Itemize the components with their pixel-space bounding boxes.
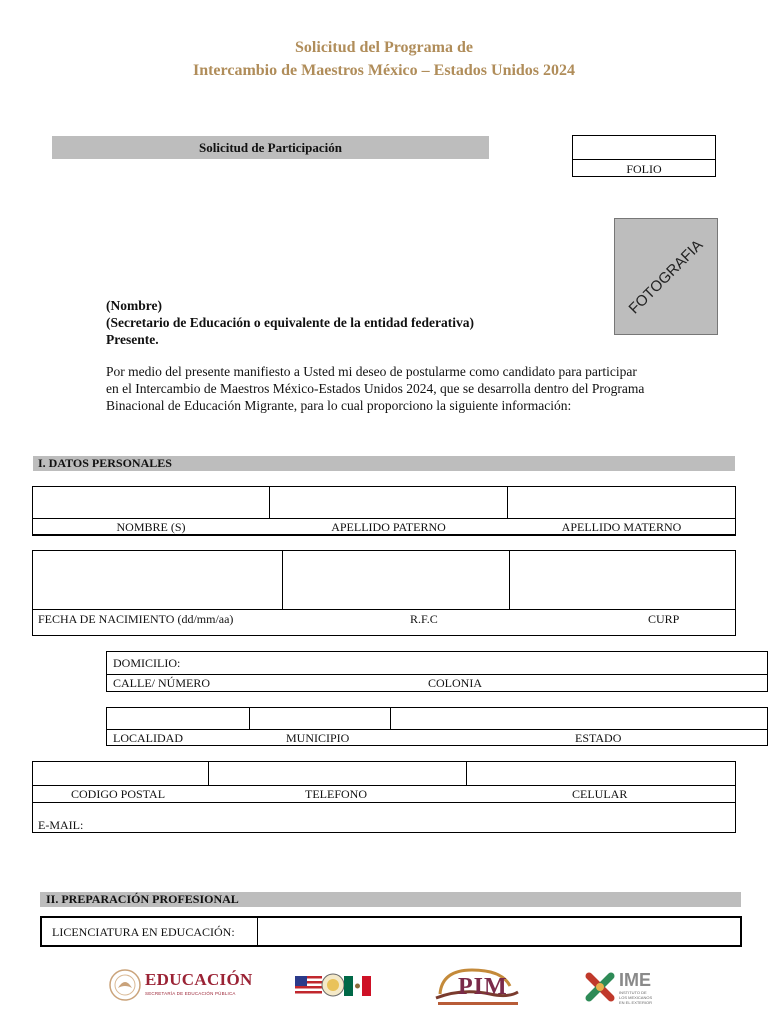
ime-logo-text: IME	[619, 970, 652, 990]
curp-label: CURP	[648, 612, 680, 626]
binational-flags-logo	[295, 968, 371, 1002]
title-line-2: Intercambio de Maestros México – Estados Unidos 2024	[192, 62, 576, 79]
intro-line-1: Por medio del presente manifiesto a Usted mi deseo de postularme como candidato para participar	[106, 364, 637, 379]
photo-box[interactable]	[614, 218, 718, 335]
nombre-label: NOMBRE (S)	[116, 520, 186, 534]
localidad-field[interactable]	[106, 707, 250, 730]
calle-numero-label: CALLE/ NÚMERO	[113, 676, 210, 690]
nombre-field[interactable]	[32, 486, 270, 519]
educacion-logo-text: EDUCACIÓN	[145, 970, 253, 989]
folio-label: FOLIO	[626, 162, 662, 176]
participation-bar	[52, 136, 489, 159]
ime-logo	[585, 970, 675, 1006]
ime-subtitle-line-1: INSTITUTO DE	[619, 990, 647, 995]
licenciatura-label: LICENCIATURA EN EDUCACIÓN:	[52, 925, 235, 939]
section1-heading-bar	[33, 456, 735, 471]
fecha-nacimiento-field[interactable]	[32, 550, 283, 610]
rfc-field[interactable]	[282, 550, 510, 610]
colonia-label: COLONIA	[428, 676, 482, 690]
addressee-position: (Secretario de Educación o equivalente de la entidad federativa)	[106, 315, 474, 330]
estado-field[interactable]	[390, 707, 768, 730]
apellido-materno-label: APELLIDO MATERNO	[561, 520, 682, 534]
rfc-label: R.F.C	[410, 612, 438, 626]
apellido-paterno-field[interactable]	[269, 486, 508, 519]
pim-logo-text: PIM	[458, 974, 508, 1000]
localidad-label: LOCALIDAD	[113, 731, 183, 745]
section1-heading: I. DATOS PERSONALES	[38, 456, 172, 470]
domicilio-field[interactable]	[106, 651, 768, 675]
ime-logo-subtitle	[619, 990, 652, 1005]
celular-label: CELULAR	[572, 787, 628, 801]
licenciatura-divider	[257, 917, 258, 946]
title-line-1: Solicitud del Programa de	[295, 39, 473, 56]
educacion-logo	[108, 968, 258, 1002]
section2-heading-bar	[40, 892, 741, 907]
educacion-logo-subtitle: SECRETARÍA DE EDUCACIÓN PÚBLICA	[145, 991, 236, 996]
participation-title: Solicitud de Participación	[199, 140, 342, 155]
licenciatura-field[interactable]	[259, 918, 740, 945]
curp-field[interactable]	[509, 550, 736, 610]
apellido-materno-field[interactable]	[507, 486, 736, 519]
ime-subtitle-line-2: LOS MEXICANOS	[619, 995, 653, 1000]
codigo-postal-field[interactable]	[32, 761, 209, 786]
ime-emblem-icon	[585, 972, 615, 1002]
municipio-field[interactable]	[249, 707, 391, 730]
intro-line-2: en el Intercambio de Maestros México-Estados Unidos 2024, que se desarrolla dentro del Programa	[106, 381, 645, 396]
folio-label-cell	[572, 159, 716, 177]
codigo-postal-label: CODIGO POSTAL	[71, 787, 166, 801]
fecha-nacimiento-label: FECHA DE NACIMIENTO (dd/mm/aa)	[38, 612, 234, 626]
telefono-label: TELEFONO	[305, 787, 367, 801]
location-label-row	[106, 729, 768, 746]
folio-field[interactable]	[572, 135, 716, 160]
ime-subtitle-line-3: EN EL EXTERIOR	[619, 1000, 652, 1005]
celular-field[interactable]	[466, 761, 736, 786]
apellido-paterno-label: APELLIDO PATERNO	[331, 520, 446, 534]
section2-heading: II. PREPARACIÓN PROFESIONAL	[46, 892, 239, 906]
email-label: E-MAIL:	[38, 818, 84, 832]
estado-label: ESTADO	[575, 731, 622, 745]
domicilio-label: DOMICILIO:	[113, 656, 181, 670]
photo-label: FOTOGRAFIA	[625, 236, 707, 317]
municipio-label: MUNICIPIO	[286, 731, 350, 745]
eagle-seal-icon	[108, 968, 142, 1002]
flags-icon	[295, 968, 371, 1002]
intro-line-3: Binacional de Educación Migrante, para lo cual proporciono la siguiente información:	[106, 398, 572, 413]
email-field[interactable]	[32, 802, 736, 833]
addressee-presente: Presente.	[106, 332, 159, 347]
addressee-name: (Nombre)	[106, 298, 162, 313]
telefono-field[interactable]	[208, 761, 467, 786]
pim-logo	[432, 964, 522, 1014]
